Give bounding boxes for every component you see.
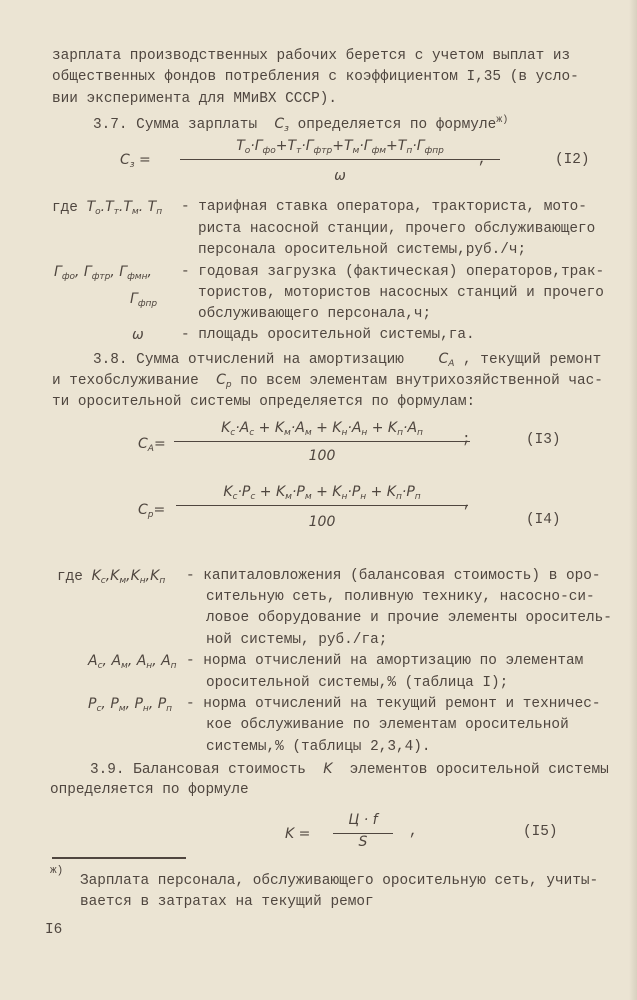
formula-number: (I2) (555, 152, 590, 168)
definition-line: - площадь оросительной системы,га. (181, 327, 475, 343)
math-subscript: н (146, 661, 153, 671)
formula-lhs: $C_A=$ (138, 436, 166, 454)
formula-number: (I5) (523, 824, 558, 840)
footnote-line: вается в затратах на текущий ремог (80, 894, 374, 910)
math-symbol: $K_c$ (221, 420, 236, 438)
math-symbol: $P_н$ (351, 484, 367, 502)
symbol-CA (438, 351, 454, 367)
math-symbol: $Г_{фо}$ (54, 264, 76, 282)
math-symbol: $A_н$ (136, 653, 153, 671)
definition-line: ловое оборудование и прочие элементы ороситель- (206, 610, 612, 626)
math-subscript: н (341, 492, 348, 502)
paragraph-line: определяется по формуле (50, 782, 249, 798)
math-symbol: $C_p$ (216, 372, 232, 390)
math-subscript: т (296, 146, 302, 156)
math-subscript: c (232, 492, 238, 502)
math-symbol: $T_о$ (86, 199, 101, 217)
math-symbol: $T_п$ (397, 138, 413, 156)
math-subscript: фпр (137, 299, 158, 309)
math-symbol: $Г_{фо}$ (254, 138, 276, 156)
fraction-bar (176, 505, 468, 506)
formula-I4 (138, 484, 618, 540)
math-subscript: фтр (313, 146, 333, 156)
formula-numerator: $K_c\cdot P_c + K_м\cdot P_м + K_н\cdot P_н + K_п\cdot P_п$ (223, 484, 421, 502)
math-subscript: c (249, 428, 255, 438)
math-symbol: $A_c$ (239, 420, 255, 438)
math-subscript: м (285, 492, 292, 502)
formula-I5 (285, 812, 585, 858)
math-subscript: п (156, 207, 163, 217)
math-subscript: м (118, 704, 126, 714)
formula-lhs: K = (285, 826, 311, 842)
symbol-Cp (216, 372, 232, 388)
formula-punctuation: , (478, 152, 487, 168)
math-symbol: $P_c$ (241, 484, 256, 502)
footnote-mark: ж) (50, 865, 64, 877)
math-symbol: $Г_{фм}$ (363, 138, 387, 156)
footnote-ref: ж) (496, 115, 509, 126)
math-subscript: п (166, 704, 173, 714)
symbol-G2 (130, 290, 157, 313)
definition-line: - тарифная ставка оператора, тракториста, мото- (181, 199, 587, 215)
paragraph-line: ти оросительной системы определяется по формулам: (52, 394, 476, 410)
definition-line: тористов, мотористов насосных станций и прочего (198, 285, 604, 301)
definition-line: обслуживающего персонала,ч; (198, 306, 432, 322)
symbol-K: $K_c,K_м,K_н,K_п$ (91, 568, 166, 586)
where-label: где (52, 200, 78, 216)
math-subscript: п (170, 661, 177, 671)
definition-line: оросительной системы,% (таблица I); (206, 675, 509, 691)
math-symbol: $C_A$ (138, 436, 154, 454)
math-subscript: фо (262, 146, 276, 156)
math-subscript: т (113, 207, 119, 217)
definition-line: ной системы, руб./га; (206, 632, 388, 648)
math-symbol: $P_м$ (296, 484, 312, 502)
math-symbol: $Г_{фмн}$ (119, 264, 148, 282)
definition-line: - капиталовложения (балансовая стоимость) в оро- (186, 568, 601, 584)
math-subscript: з (284, 123, 289, 134)
math-symbol: $Г_{фтр}$ (83, 264, 111, 282)
section-text: 3.9. Балансовая стоимость (90, 762, 306, 778)
math-symbol: $C_p$ (138, 502, 154, 520)
section-3-7 (93, 112, 508, 138)
formula-denominator: 100 (308, 514, 336, 530)
fraction-bar (180, 159, 500, 160)
symbol-G: $Г_{фо}$, $Г_{фтр}$, $Г_{фмн}$, (54, 264, 152, 282)
formula-lhs: $C_p=$ (138, 502, 166, 520)
formula-number: (I3) (526, 432, 561, 448)
section-text: определяется по формуле (297, 116, 497, 133)
section-text: по всем элементам внутрихозяйственной час- (240, 373, 603, 389)
math-symbol: $K_п$ (387, 420, 403, 438)
math-subscript: c (96, 704, 102, 714)
math-symbol: $K_н$ (332, 484, 348, 502)
math-subscript: м (304, 428, 312, 438)
where-label: где (57, 569, 83, 585)
paragraph-line: вии эксперимента для ММиВХ СССР). (52, 91, 337, 107)
symbol-A: $A_c$, $A_м$, $A_н$, $A_п$ (88, 653, 177, 671)
math-subscript: п (397, 428, 403, 438)
formula-I3 (138, 420, 618, 470)
math-symbol: $Г_{фпр}$ (416, 138, 444, 156)
section-text: элементов оросительной системы (349, 762, 609, 778)
math-subscript: м (131, 207, 139, 217)
math-symbol: $A_н$ (351, 420, 368, 438)
paragraph-line: общественных фондов потребления с коэффициентом I,35 (в усло- (52, 69, 579, 85)
footnote-rule (52, 857, 186, 859)
math-symbol: $K_м$ (275, 484, 292, 502)
definition-line: кое обслуживание по элементам оросительной (206, 717, 569, 733)
definition-where (57, 567, 165, 590)
math-symbol: $Г_{фтр}$ (305, 138, 333, 156)
math-symbol: $P_п$ (406, 484, 421, 502)
math-symbol: $K_c$ (91, 568, 106, 586)
math-symbol: $T_т$ (287, 138, 302, 156)
math-symbol: $T_м$ (343, 138, 360, 156)
math-symbol: $A_п$ (407, 420, 423, 438)
math-subscript: p (147, 510, 154, 520)
math-symbol: $P_м$ (110, 696, 126, 714)
formula-lhs: $C_з$ = (120, 152, 151, 170)
math-symbol: $A_п$ (161, 653, 177, 671)
symbol-T: $T_о.T_т.T_м$. $T_п$ (86, 199, 163, 217)
math-subscript: c (100, 576, 106, 586)
math-symbol: $T_п$ (147, 199, 163, 217)
math-symbol: $K_н$ (130, 568, 146, 586)
math-subscript: c (250, 492, 256, 502)
math-symbol: $Г_{фпр}$ (130, 291, 158, 309)
math-symbol: $K_c$ (223, 484, 238, 502)
section-3-8 (93, 350, 601, 373)
math-subscript: м (304, 492, 312, 502)
math-subscript: м (119, 576, 127, 586)
formula-I2 (120, 138, 600, 188)
math-subscript: о (95, 207, 101, 217)
math-symbol: $T_о$ (236, 138, 251, 156)
page-number: I6 (45, 922, 63, 938)
math-subscript: фтр (91, 272, 111, 282)
math-subscript: A (448, 359, 455, 369)
math-subscript: м (352, 146, 360, 156)
math-subscript: м (284, 428, 291, 438)
math-symbol: $A_м$ (295, 420, 312, 438)
formula-denominator: 100 (308, 448, 336, 464)
formula-denominator: S (358, 834, 368, 850)
math-subscript: фмн (127, 272, 148, 282)
math-subscript: н (341, 428, 348, 438)
math-subscript: о (244, 146, 251, 156)
math-subscript: п (395, 492, 402, 502)
definition-line: - норма отчислений на амортизацию по элементам (186, 653, 584, 669)
math-subscript: н (360, 492, 367, 502)
math-subscript: p (225, 380, 232, 390)
math-subscript: п (406, 146, 413, 156)
math-subscript: c (230, 428, 236, 438)
math-symbol: $P_н$ (134, 696, 149, 714)
math-subscript: A (147, 444, 154, 454)
footnote-line: Зарплата персонала, обслуживающего оросительную сеть, учиты- (80, 873, 599, 889)
math-symbol: $K_м$ (110, 568, 127, 586)
math-subscript: з (129, 160, 135, 170)
formula-numerator: $T_о\cdot Г_{фо}+T_т\cdot Г_{фтр}+T_м\cdot Г_{фм}+T_п\cdot Г_{фпр}$ (236, 138, 444, 156)
math-subscript: фпр (424, 146, 444, 156)
math-subscript: фм (371, 146, 387, 156)
section-text: 3.8. Сумма отчислений на амортизацию (93, 352, 404, 368)
formula-punctuation: ; (462, 432, 471, 448)
definition-line: - норма отчислений на текущий ремонт и техничес- (186, 696, 601, 712)
formula-denominator: ω (334, 168, 346, 184)
definition-line: системы,% (таблицы 2,3,4). (206, 739, 431, 755)
symbol-P: $P_c$, $P_м$, $P_н$, $P_п$ (88, 696, 173, 714)
symbol-K-balance: K (323, 761, 333, 777)
math-symbol: $A_c$ (88, 653, 103, 671)
page-edge-shadow (629, 0, 637, 1000)
math-symbol: $A_м$ (111, 653, 128, 671)
math-symbol: $K_п$ (386, 484, 402, 502)
math-symbol: $K_м$ (274, 420, 291, 438)
math-subscript: м (121, 661, 128, 671)
definition-line: сительную сеть, поливную технику, насосно-си- (206, 589, 595, 605)
math-symbol: $C_з$ (274, 115, 289, 134)
definition-line: - годовая загрузка (фактическая) операторов,трак- (181, 264, 605, 280)
definition-where (52, 198, 162, 221)
math-symbol: $T_м$ (123, 199, 139, 217)
math-symbol: $K_п$ (150, 568, 166, 586)
math-symbol: $K_н$ (332, 420, 348, 438)
formula-numerator: $K_c\cdot A_c + K_м\cdot A_м + K_н\cdot A_н + K_п\cdot A_п$ (221, 420, 423, 438)
definition-line: риста насосной станции, прочего обслуживающего (198, 221, 596, 237)
math-subscript: п (414, 492, 421, 502)
section-text: , текущий ремонт (463, 352, 602, 368)
math-symbol: $P_п$ (157, 696, 173, 714)
section-text: 3.7. Сумма зарплаты (93, 116, 258, 133)
paragraph-line: зарплата производственных рабочих берется с учетом выплат из (52, 48, 571, 64)
symbol-Cz (274, 116, 289, 132)
math-subscript: н (142, 704, 149, 714)
symbol-omega: ω (132, 327, 144, 343)
math-subscript: н (361, 428, 368, 438)
definition-line: персонала оросительной системы,руб./ч; (198, 242, 527, 258)
math-subscript: c (97, 661, 103, 671)
math-subscript: фо (61, 272, 76, 282)
formula-punctuation: , (463, 496, 472, 512)
formula-number: (I4) (526, 512, 561, 528)
paragraph-line (52, 371, 603, 394)
section-3-9 (90, 760, 609, 779)
formula-numerator: Ц · f (348, 812, 378, 828)
math-symbol: $T_т$ (105, 199, 119, 217)
math-symbol: $C_A$ (438, 351, 455, 369)
math-symbol: $P_c$ (88, 696, 102, 714)
section-text: и техобслуживание (52, 373, 199, 389)
math-subscript: п (159, 576, 166, 586)
formula-punctuation: , (409, 824, 418, 840)
math-subscript: н (139, 576, 146, 586)
fraction-bar (174, 441, 470, 442)
math-subscript: п (417, 428, 423, 438)
math-symbol: $C_з$ (120, 152, 135, 170)
